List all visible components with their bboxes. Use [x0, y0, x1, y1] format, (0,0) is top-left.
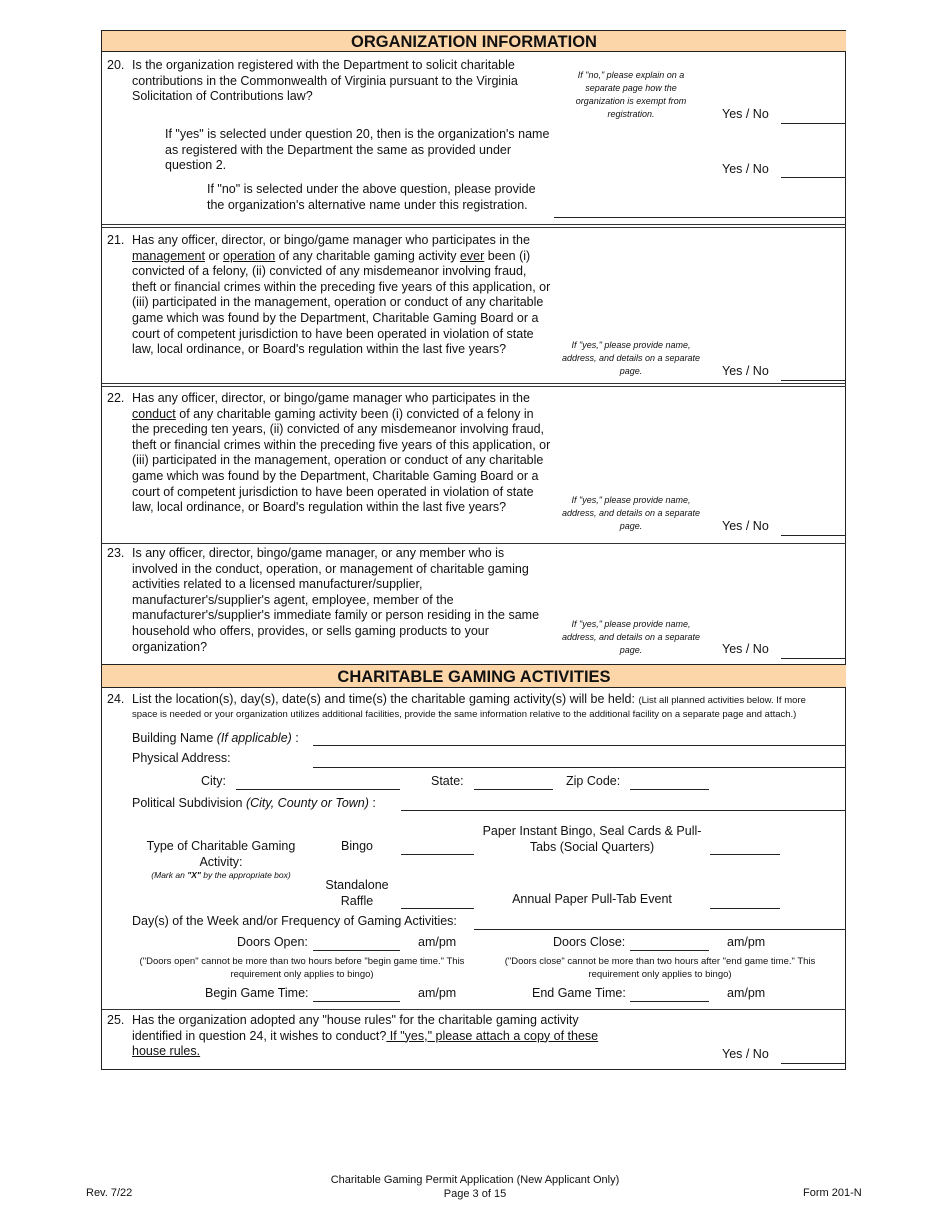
annual-pull-tab-label: Annual Paper Pull-Tab Event [512, 892, 672, 906]
am-pm-label: am/pm [418, 986, 457, 1000]
question-22-answer-field[interactable] [781, 535, 845, 536]
section-header-charitable-gaming-activities: CHARITABLE GAMING ACTIVITIES [102, 664, 846, 688]
political-subdivision-field[interactable] [401, 810, 845, 811]
zip-code-field[interactable] [630, 789, 709, 790]
question-21-note: If "yes," please provide name, address, and details on a separate page. [561, 340, 701, 376]
question-24-text: List the location(s), day(s), date(s) and time(s) the charitable gaming activity(s) will be held: (List all planned activities below. If more space is needed or your organization utilizes additional facilities, provide the same information relative to the additional facility on a separate page and attach.) [132, 692, 806, 720]
question-21-answer-field[interactable] [781, 380, 845, 381]
section-header-organization-information: ORGANIZATION INFORMATION [102, 30, 846, 52]
question-number: 20. [107, 58, 125, 72]
days-frequency-label: Day(s) of the Week and/or Frequency of Gaming Activities: [132, 914, 457, 928]
question-20-note: If "no," please explain on a separate page how the organization is exempt from registration. [575, 70, 687, 119]
paper-instant-bingo-checkbox-field[interactable] [710, 854, 780, 855]
question-22-text: Has any officer, director, or bingo/game manager who participates in the conduct of any charitable gaming activity been (i) convicted of a felony in the preceding ten years, (ii) convicted of any misdemeanor involving fraud, theft or financial crimes within the preceding five years of this application, or (iii) participated in the management, operation or conduct of any charitable game which was found by the Department, Charitable Gaming Board or a court of competent jurisdiction to have been operated in violation of state law, local ordinance, or Board's regulation within the last five years? [132, 391, 551, 515]
building-name-field[interactable] [313, 745, 845, 746]
footer-title: Charitable Gaming Permit Application (New Applicant Only) Page 3 of 15 [330, 1174, 620, 1200]
mark-instruction: (Mark an "X" by the appropriate box) [151, 870, 291, 880]
question-20-alternative-name-prompt: If "no" is selected under the above question, please provide the organization's alternative name under this registration. [207, 182, 536, 212]
question-21-text: Has any officer, director, or bingo/game manager who participates in the management or operation of any charitable gaming activity ever been (i) convicted of a felony, (ii) convicted of any misdemeanor involving fraud, theft or financial crimes within the preceding five years of this application, or (iii) participated in the management, operation or conduct of any charitable game which was found by the Department, Charitable Gaming Board or a court of competent jurisdiction to have been operated in violation of state law, local ordinance, or Board's regulation within the last five years? [132, 233, 551, 357]
physical-address-field[interactable] [313, 767, 845, 768]
alternative-name-field[interactable] [554, 217, 845, 218]
physical-address-label: Physical Address: [132, 751, 231, 765]
divider [102, 543, 846, 544]
bingo-checkbox-field[interactable] [401, 854, 474, 855]
yes-no-label: Yes / No [722, 107, 769, 121]
question-number: 24. [107, 692, 125, 706]
city-label: City: [201, 774, 226, 788]
doors-close-field[interactable] [630, 950, 709, 951]
begin-game-time-field[interactable] [313, 1001, 400, 1002]
end-game-time-field[interactable] [630, 1001, 709, 1002]
state-label: State: [431, 774, 464, 788]
question-23-answer-field[interactable] [781, 658, 845, 659]
form-number: Form 201-N [803, 1187, 862, 1199]
zip-code-label: Zip Code: [566, 774, 621, 788]
am-pm-label: am/pm [418, 935, 457, 949]
days-frequency-field[interactable] [474, 929, 845, 930]
question-25-answer-field[interactable] [781, 1063, 845, 1064]
political-subdivision-label: Political Subdivision (City, County or Town) : [132, 796, 376, 810]
yes-no-label: Yes / No [722, 1047, 769, 1061]
doors-open-label: Doors Open: [237, 935, 308, 949]
question-20-sub-answer-field[interactable] [781, 177, 845, 178]
am-pm-label: am/pm [727, 986, 766, 1000]
bingo-label: Bingo [341, 839, 373, 853]
yes-no-label: Yes / No [722, 162, 769, 176]
doors-open-note: ("Doors open" cannot be more than two hours before "begin game time." This requirement only applies to bingo) [139, 956, 465, 980]
question-number: 21. [107, 233, 125, 247]
question-20-sub-question: If "yes" is selected under question 20, then is the organization's name as registered with the Department the same as provided under question 2. [165, 127, 550, 173]
revision-label: Rev. 7/22 [86, 1187, 133, 1199]
question-25-text: Has the organization adopted any "house rules" for the charitable gaming activity identified in question 24, it wishes to conduct? If "yes," please attach a copy of these house rules. [132, 1013, 599, 1059]
yes-no-label: Yes / No [722, 519, 769, 533]
question-23-text: Is any officer, director, bingo/game manager, or any member who is involved in the conduct, operation, or management of charitable gaming activities related to a licensed manufacturer/supplier, manufacturer's/supplier's agent, employee, member of the manufacturer's/supplier's immediate family or person residing in the same household who offers, provides, or sells gaming products to your organization? [132, 546, 540, 654]
question-number: 23. [107, 546, 125, 560]
yes-no-label: Yes / No [722, 364, 769, 378]
end-game-time-label: End Game Time: [532, 986, 626, 1000]
divider [102, 224, 846, 228]
doors-open-field[interactable] [313, 950, 400, 951]
begin-game-time-label: Begin Game Time: [205, 986, 309, 1000]
question-23-note: If "yes," please provide name, address, and details on a separate page. [561, 619, 701, 655]
doors-close-label: Doors Close: [553, 935, 626, 949]
question-20-answer-field[interactable] [781, 123, 845, 124]
divider [102, 383, 846, 387]
state-field[interactable] [474, 789, 553, 790]
question-22-note: If "yes," please provide name, address, and details on a separate page. [561, 495, 701, 531]
paper-instant-bingo-label: Paper Instant Bingo, Seal Cards & Pull- Tabs (Social Quarters) [482, 824, 702, 854]
doors-close-note: ("Doors close" cannot be more than two hours after "end game time." This requirement only applies to bingo) [504, 956, 816, 980]
building-name-label: Building Name (If applicable) : [132, 731, 299, 745]
annual-pull-tab-checkbox-field[interactable] [710, 908, 780, 909]
standalone-raffle-checkbox-field[interactable] [401, 908, 474, 909]
gaming-type-label: Type of Charitable Gaming Activity: [146, 839, 296, 869]
divider [102, 1009, 846, 1010]
question-20-text: Is the organization registered with the Department to solicit charitable contributions in the Commonwealth of Virginia pursuant to the Virginia Solicitation of Contributions law? [132, 58, 518, 104]
question-number: 25. [107, 1013, 125, 1027]
standalone-raffle-label: Standalone Raffle [325, 878, 389, 908]
question-number: 22. [107, 391, 125, 405]
am-pm-label: am/pm [727, 935, 766, 949]
city-field[interactable] [236, 789, 400, 790]
yes-no-label: Yes / No [722, 642, 769, 656]
